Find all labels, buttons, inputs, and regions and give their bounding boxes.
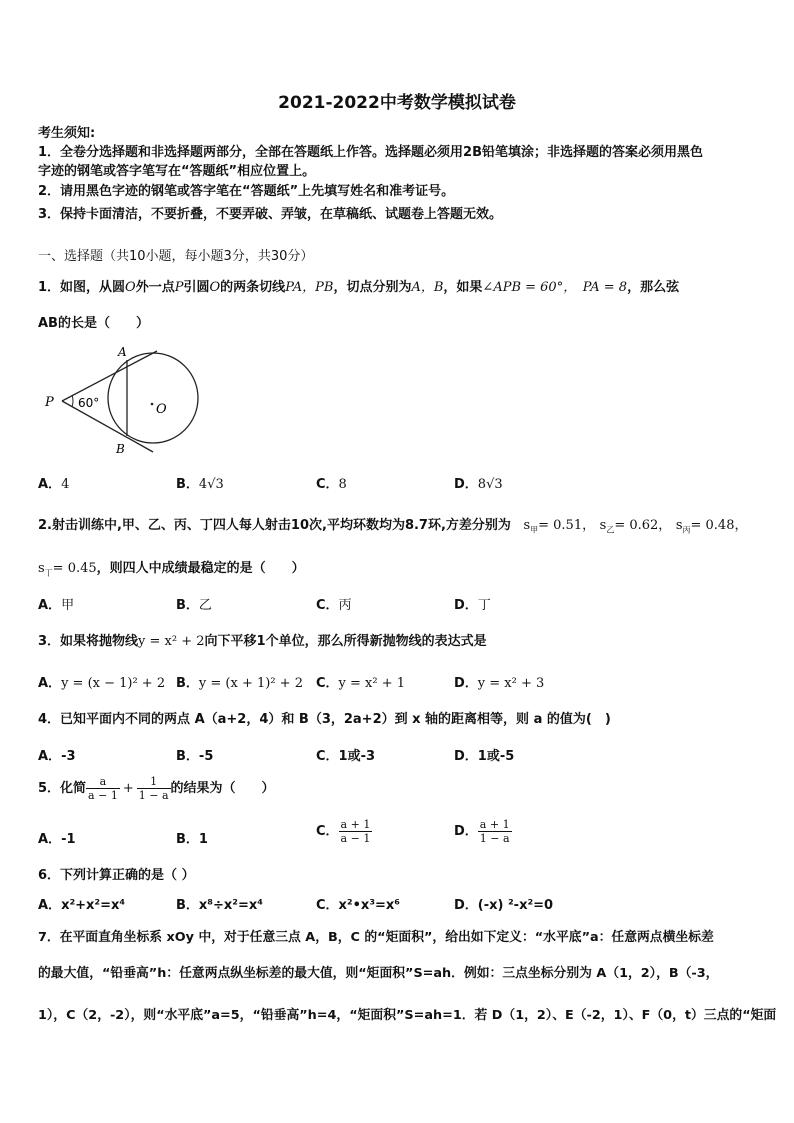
q6-option-a: A．x²+x²=x⁴	[38, 898, 126, 913]
q1-option-b: B．4√3	[176, 477, 224, 492]
q5-option-d: D． $\frac{a + 1}{1 - a}$	[454, 818, 510, 845]
q2-option-c: C．丙	[316, 598, 352, 613]
question-7-line-2: 的最大值，“铅垂高”h：任意两点纵坐标差的最大值，则“矩面积”S=ah．例如：三点坐标分别为 A（1，2），B（-3，	[38, 966, 719, 981]
q4-option-c: C．1或-3	[316, 749, 376, 764]
tangent-pa	[62, 351, 157, 401]
label-angle: 60°	[78, 396, 100, 410]
q5-option-c: C． $\frac{a + 1}{a - 1}$	[316, 818, 371, 845]
q5-option-b: B．1	[176, 832, 208, 847]
q1-option-d: D．8√3	[454, 477, 503, 492]
q6-option-c: C．x²•x³=x⁶	[316, 898, 400, 913]
tangent-pb	[62, 401, 153, 452]
question-7-line-1: 7．在平面直角坐标系 xOy 中，对于任意三点 A，B，C 的“矩面积”，给出如下定义：“水平底”a：任意两点横坐标差	[38, 930, 714, 945]
q4-option-a: A．-3	[38, 749, 76, 764]
fraction-1: $\frac{a}{a - 1}$	[88, 775, 118, 802]
notice-heading: 考生须知:	[38, 126, 96, 141]
q2-option-a: A．甲	[38, 598, 75, 613]
question-2-line-1: 2.射击训练中,甲、乙、丙、丁四人每人射击10次,平均环数均为8.7环,方差分别为 $s_甲= 0.51$， $s_乙= 0.62$， $s_丙= 0.48$，	[38, 518, 748, 535]
label-a: A	[118, 345, 127, 359]
fraction-2: $\frac{1}{1 - a}$	[138, 775, 169, 802]
page-title: 2021-2022中考数学模拟试卷	[278, 93, 516, 113]
question-3: 3．如果将抛物线y = x² + 2向下平移1个单位，那么所得新抛物线的表达式是	[38, 634, 487, 649]
q6-option-d: D．(-x) ²-x²=0	[454, 898, 554, 913]
q3-option-c: C．y = x² + 1	[316, 676, 406, 691]
question-7-line-3: 1），C（2，-2），则“水平底”a=5，“铅垂高”h=4，“矩面积”S=ah=1．若 D（1，2）、E（-2，1）、F（0，t）三点的“矩面	[38, 1008, 777, 1023]
question-5: 5．化简 $\frac{a}{a - 1}$ + $\frac{1}{1 - a}$ 的结果为（ ）	[38, 775, 275, 802]
notice-line-2: 2．请用黑色字迹的钢笔或答字笔在“答题纸”上先填写姓名和准考证号。	[38, 184, 455, 199]
label-o: O	[156, 402, 167, 417]
q3-option-a: A．y = (x − 1)² + 2	[38, 676, 166, 691]
label-b: B	[116, 442, 125, 456]
circle-o	[108, 353, 198, 443]
angle-arc	[72, 395, 73, 407]
q3-option-b: B．y = (x + 1)² + 2	[176, 676, 303, 691]
question-1-line-2: AB的长是（ ）	[38, 316, 149, 331]
q1-option-a: A．4	[38, 477, 70, 492]
q1-option-c: C．8	[316, 477, 347, 492]
question-6: 6．下列计算正确的是（ ）	[38, 868, 195, 883]
q2-option-b: B．乙	[176, 598, 212, 613]
label-p: P	[45, 395, 54, 410]
question-1-line-1: 1．如图，从圆O外一点P引圆O的两条切线PA，PB，切点分别为A，B，如果∠APB = 60°， PA = 8，那么弦	[38, 280, 680, 295]
q5-option-a: A．-1	[38, 832, 76, 847]
notice-line-1b: 字迹的钢笔或答字笔写在“答题纸”相应位置上。	[38, 164, 316, 179]
question-2-line-2: $s_丁= 0.45$，则四人中成绩最稳定的是（ ）	[38, 561, 305, 578]
notice-line-3: 3．保持卡面清洁，不要折叠，不要弄破、弄皱，在草稿纸、试题卷上答题无效。	[38, 207, 503, 222]
question-4: 4．已知平面内不同的两点 A（a+2，4）和 B（3，2a+2）到 x 轴的距离相等，则 a 的值为( )	[38, 712, 611, 727]
q4-option-d: D．1或-5	[454, 749, 515, 764]
q3-option-d: D．y = x² + 3	[454, 676, 545, 691]
notice-line-1: 1．全卷分选择题和非选择题两部分，全部在答题纸上作答。选择题必须用2B铅笔填涂；非选择题的答案必须用黑色	[38, 145, 704, 160]
section-heading: 一、选择题（共10小题，每小题3分，共30分）	[38, 249, 314, 264]
q2-option-d: D．丁	[454, 598, 491, 613]
q4-option-b: B．-5	[176, 749, 214, 764]
tangent-circle-figure	[40, 340, 210, 460]
q6-option-b: B．x⁸÷x²=x⁴	[176, 898, 263, 913]
center-dot	[151, 403, 154, 406]
